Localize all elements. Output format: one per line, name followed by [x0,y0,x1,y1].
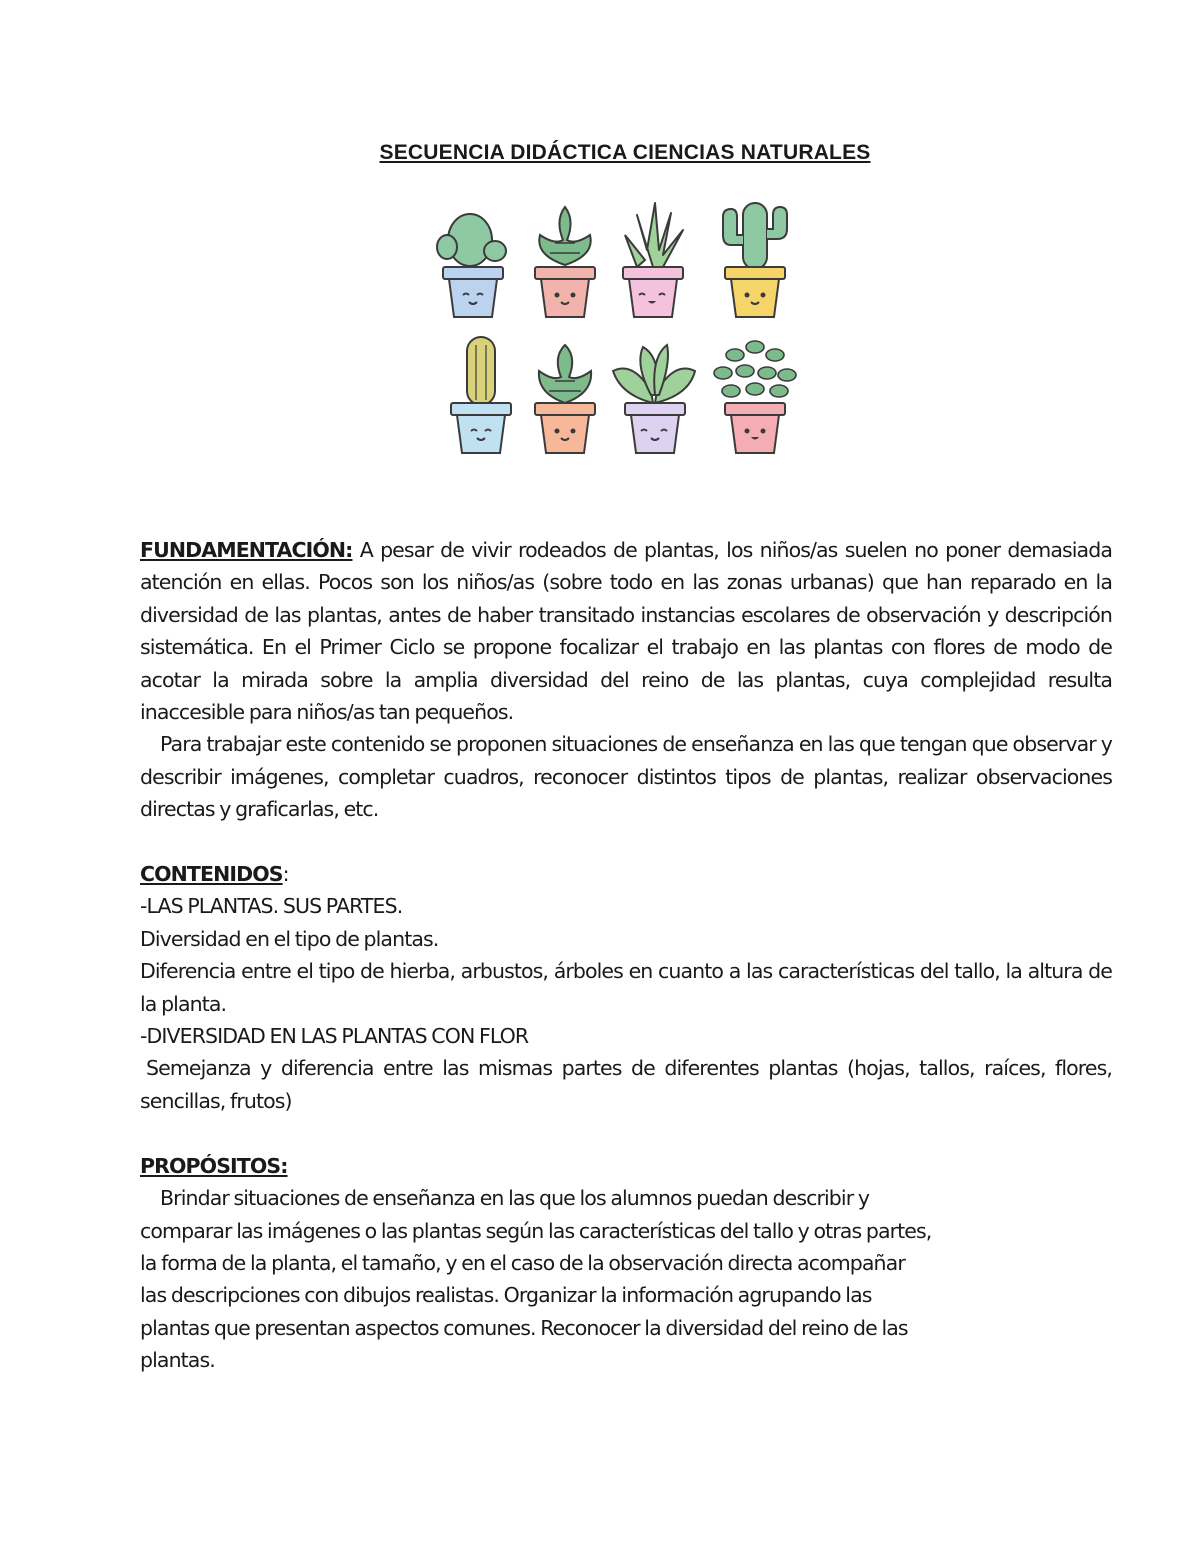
plant-succulent-icon [535,345,595,453]
contenidos-item: -LAS PLANTAS. SUS PARTES. [140,894,403,919]
contenidos-item: Diversidad en el tipo de plantas. [140,926,439,951]
propositos-line: plantas. [140,1348,215,1373]
propositos-line: comparar las imágenes o las plantas según las características del tallo y otras partes, [140,1218,932,1243]
plant-aloe-icon [623,203,683,317]
propositos-line: las descripciones con dibujos realistas. Organizar la información agrupando las [140,1283,872,1308]
fundamentacion-paragraph-2: Para trabajar este contenido se proponen situaciones de enseñanza en las que tengan que observar y describir imágenes, completar cuadros, reconocer distintos tipos de plantas, realizar observaciones directas y graficarlas, etc. [140,732,1112,822]
contenidos-heading-line [140,858,1112,890]
plant-succulent-icon [535,207,595,317]
contenidos-item: -DIVERSIDAD EN LAS PLANTAS CON FLOR [140,1024,529,1049]
fundamentacion-paragraph [140,534,1112,728]
potted-plants-icon [425,195,815,475]
contenidos-item: Semejanza y diferencia entre las mismas partes de diferentes plantas (hojas, tallos, raíces, flores, sencillas, frutos) [140,1056,1112,1113]
plant-bush-icon [714,341,796,453]
contenidos-item: Diferencia entre el tipo de hierba, arbustos, árboles en cuanto a las características del tallo, la altura de la planta. [140,959,1112,1016]
propositos-line: plantas que presentan aspectos comunes. Reconocer la diversidad del reino de las [140,1315,908,1340]
document-title: SECUENCIA DIDÁCTICA CIENCIAS NATURALES [379,141,871,164]
plant-broadleaf-icon [613,345,695,453]
propositos-line: la forma de la planta, el tamaño, y en el caso de la observación directa acompañar [140,1250,905,1275]
fundamentacion-heading: FUNDAMENTACIÓN: [140,538,353,562]
contenidos-colon: : [282,862,289,887]
document-body [140,534,1112,1377]
propositos-line: Brindar situaciones de enseñanza en las que los alumnos puedan describir y [160,1186,870,1211]
plant-cactus-round-icon [437,214,506,317]
propositos-heading-line [140,1150,1112,1182]
propositos-heading: PROPÓSITOS: [140,1153,288,1178]
contenidos-heading: CONTENIDOS [140,862,283,887]
plant-cactus-tall-icon [723,203,787,317]
plant-cactus-column-icon [451,337,511,453]
fundamentacion-text: A pesar de vivir rodeados de plantas, los niños/as suelen no poner demasiada atención en ellas. Pocos son los niños/as (sobre todo en las zonas urbanas) que han reparado en la diversidad de las plantas, antes de haber transitado instancias escolares de observación y descripción sistemática. En el Primer Ciclo se propone focalizar el trabajo en las plantas con flores de modo de acotar la mirada sobre la amplia diversidad del reino de las plantas, cuya complejidad resulta inaccesible para niños/as tan pequeños. [140,538,1112,725]
